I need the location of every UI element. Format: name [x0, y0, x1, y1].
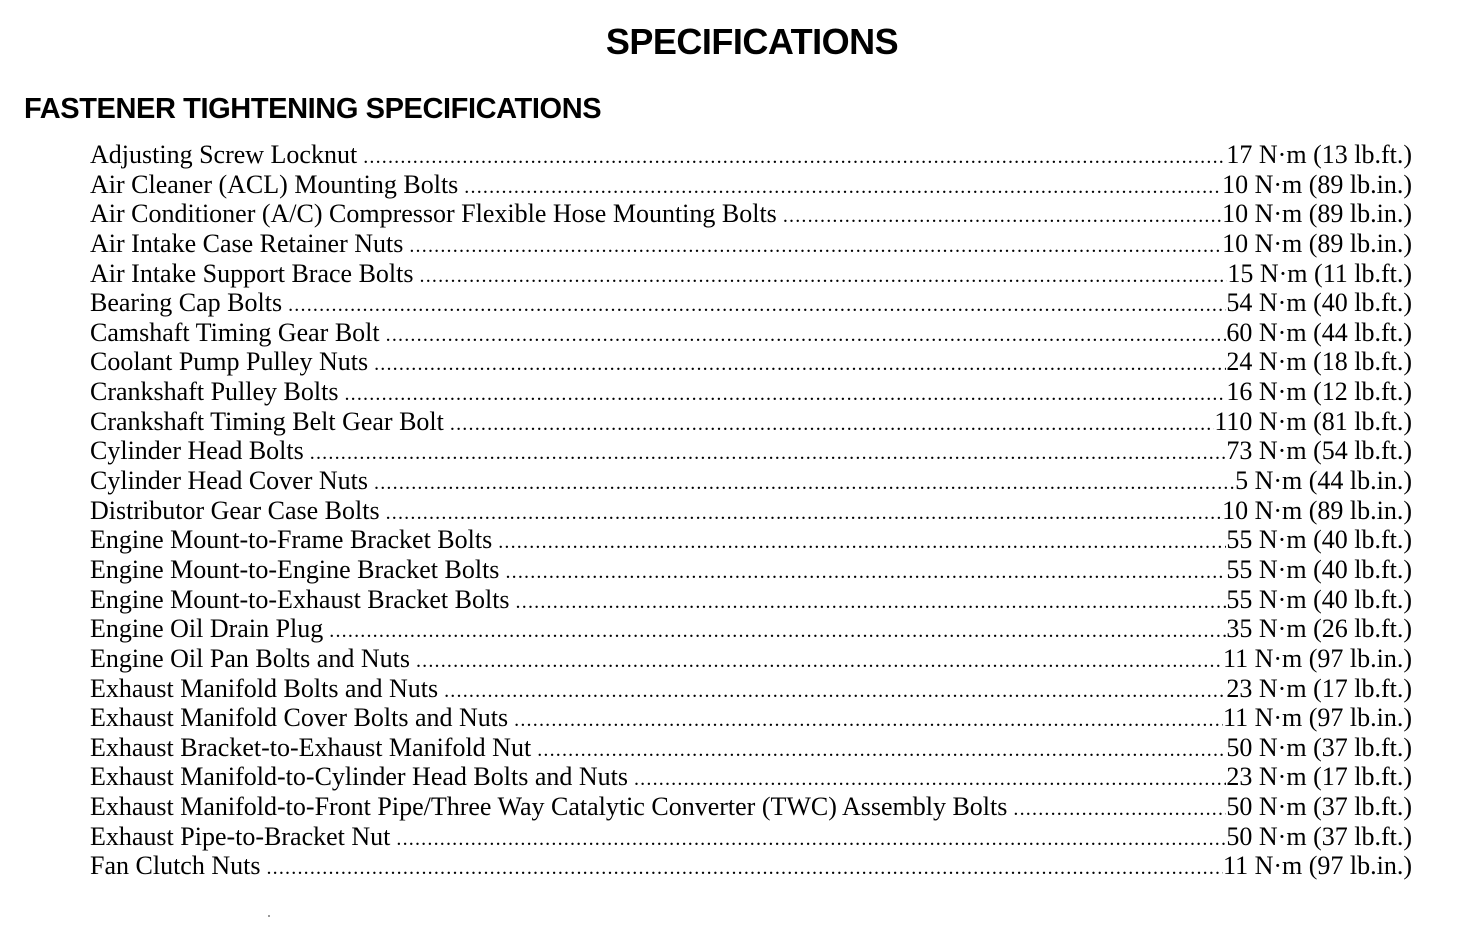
fastener-name: Exhaust Manifold Bolts and Nuts — [90, 673, 439, 703]
fastener-name: Air Intake Support Brace Bolts — [90, 258, 414, 288]
fastener-name: Bearing Cap Bolts — [90, 288, 283, 318]
torque-value: 23 N·m (17 lb.ft.) — [1226, 762, 1412, 792]
fastener-name: Engine Mount-to-Engine Bracket Bolts — [90, 554, 500, 584]
fastener-name: Cylinder Head Cover Nuts — [90, 466, 369, 496]
fastener-name: Exhaust Manifold-to-Cylinder Head Bolts and Nuts — [90, 762, 628, 792]
page-title: SPECIFICATIONS — [605, 21, 899, 62]
spec-row — [90, 229, 1412, 259]
spec-row — [90, 436, 1412, 466]
dot-leader — [498, 528, 1226, 558]
torque-value: 55 N·m (40 lb.ft.) — [1226, 525, 1412, 555]
spec-row — [90, 170, 1412, 200]
fastener-name: Crankshaft Timing Belt Gear Bolt — [90, 406, 444, 436]
dot-leader — [396, 825, 1226, 855]
torque-value: 10 N·m (89 lb.in.) — [1222, 495, 1412, 525]
spec-row — [90, 140, 1412, 170]
torque-value: 110 N·m (81 lb.ft.) — [1214, 406, 1412, 436]
spec-row — [90, 407, 1412, 437]
spec-row — [90, 525, 1412, 555]
torque-value: 24 N·m (18 lb.ft.) — [1226, 347, 1412, 377]
torque-value: 5 N·m (44 lb.in.) — [1235, 466, 1412, 496]
fastener-name: Distributor Gear Case Bolts — [90, 495, 380, 525]
dot-leader — [783, 202, 1222, 232]
dot-leader — [634, 765, 1226, 795]
fastener-name: Adjusting Screw Locknut — [90, 140, 358, 169]
spec-row — [90, 585, 1412, 615]
dot-leader — [464, 173, 1222, 203]
torque-value: 11 N·m (97 lb.in.) — [1223, 643, 1412, 673]
spec-row — [90, 614, 1412, 644]
torque-value: 55 N·m (40 lb.ft.) — [1226, 554, 1412, 584]
dot-leader — [363, 143, 1226, 173]
fastener-name: Fan Clutch Nuts — [90, 851, 261, 881]
torque-value: 50 N·m (37 lb.ft.) — [1226, 792, 1412, 822]
spec-row — [90, 199, 1412, 229]
dot-leader — [386, 321, 1227, 351]
fastener-spec-list — [90, 140, 1412, 881]
dot-leader — [505, 558, 1226, 588]
fastener-name: Exhaust Manifold Cover Bolts and Nuts — [90, 703, 509, 733]
dot-leader — [374, 350, 1226, 380]
dot-leader — [329, 617, 1226, 647]
spec-row — [90, 377, 1412, 407]
torque-value: 17 N·m (13 lb.ft.) — [1226, 140, 1412, 169]
dot-leader — [450, 410, 1214, 440]
dot-leader — [444, 677, 1226, 707]
dot-leader — [409, 232, 1222, 262]
torque-value: 23 N·m (17 lb.ft.) — [1226, 673, 1412, 703]
dot-leader — [266, 854, 1223, 884]
torque-value: 10 N·m (89 lb.in.) — [1222, 169, 1412, 199]
fastener-name: Air Cleaner (ACL) Mounting Bolts — [90, 169, 459, 199]
torque-value: 73 N·m (54 lb.ft.) — [1226, 436, 1412, 466]
torque-value: 10 N·m (89 lb.in.) — [1222, 228, 1412, 258]
spec-row — [90, 703, 1412, 733]
spec-row — [90, 762, 1412, 792]
torque-value: 35 N·m (26 lb.ft.) — [1226, 614, 1412, 644]
dot-leader — [374, 469, 1235, 499]
dot-leader — [310, 439, 1227, 469]
fastener-name: Exhaust Pipe-to-Bracket Nut — [90, 821, 391, 851]
spec-row — [90, 466, 1412, 496]
torque-value: 50 N·m (37 lb.ft.) — [1226, 732, 1412, 762]
spec-row — [90, 733, 1412, 763]
torque-value: 11 N·m (97 lb.in.) — [1223, 851, 1412, 881]
torque-value: 55 N·m (40 lb.ft.) — [1226, 584, 1412, 614]
fastener-name: Crankshaft Pulley Bolts — [90, 377, 339, 407]
fastener-name: Engine Oil Drain Plug — [90, 614, 324, 644]
spec-row — [90, 822, 1412, 852]
spec-row — [90, 259, 1412, 289]
dot-leader — [416, 647, 1223, 677]
dot-leader — [516, 588, 1227, 618]
torque-value: 60 N·m (44 lb.ft.) — [1226, 317, 1412, 347]
dot-leader — [1013, 795, 1226, 825]
spec-row — [90, 347, 1412, 377]
torque-value: 11 N·m (97 lb.in.) — [1223, 703, 1412, 733]
fastener-name: Cylinder Head Bolts — [90, 436, 304, 466]
spec-row — [90, 674, 1412, 704]
section-heading: FASTENER TIGHTENING SPECIFICATIONS — [24, 93, 602, 125]
dot-leader — [514, 706, 1223, 736]
torque-value: 15 N·m (11 lb.ft.) — [1227, 258, 1412, 288]
fastener-name: Engine Oil Pan Bolts and Nuts — [90, 643, 410, 673]
spec-row — [90, 792, 1412, 822]
dot-leader — [386, 499, 1223, 529]
fastener-name: Exhaust Bracket-to-Exhaust Manifold Nut — [90, 732, 532, 762]
torque-value: 10 N·m (89 lb.in.) — [1222, 199, 1412, 229]
fastener-name: Air Intake Case Retainer Nuts — [90, 228, 404, 258]
dot-leader — [288, 291, 1226, 321]
fastener-name: Engine Mount-to-Exhaust Bracket Bolts — [90, 584, 510, 614]
dot-leader — [537, 736, 1226, 766]
fastener-name: Camshaft Timing Gear Bolt — [90, 317, 380, 347]
spec-row — [90, 496, 1412, 526]
torque-value: 54 N·m (40 lb.ft.) — [1226, 288, 1412, 318]
spec-row — [90, 288, 1412, 318]
torque-value: 16 N·m (12 lb.ft.) — [1226, 377, 1412, 407]
spec-row — [90, 851, 1412, 881]
dot-leader — [344, 380, 1226, 410]
spec-row — [90, 318, 1412, 348]
dot-leader — [420, 262, 1228, 292]
scan-speck — [268, 915, 270, 917]
torque-value: 50 N·m (37 lb.ft.) — [1226, 821, 1412, 851]
fastener-name: Coolant Pump Pulley Nuts — [90, 347, 369, 377]
fastener-name: Air Conditioner (A/C) Compressor Flexible Hose Mounting Bolts — [90, 199, 777, 229]
fastener-name: Engine Mount-to-Frame Bracket Bolts — [90, 525, 493, 555]
spec-row — [90, 555, 1412, 585]
spec-row — [90, 644, 1412, 674]
fastener-name: Exhaust Manifold-to-Front Pipe/Three Way Catalytic Converter (TWC) Assembly Bolts — [90, 792, 1008, 822]
